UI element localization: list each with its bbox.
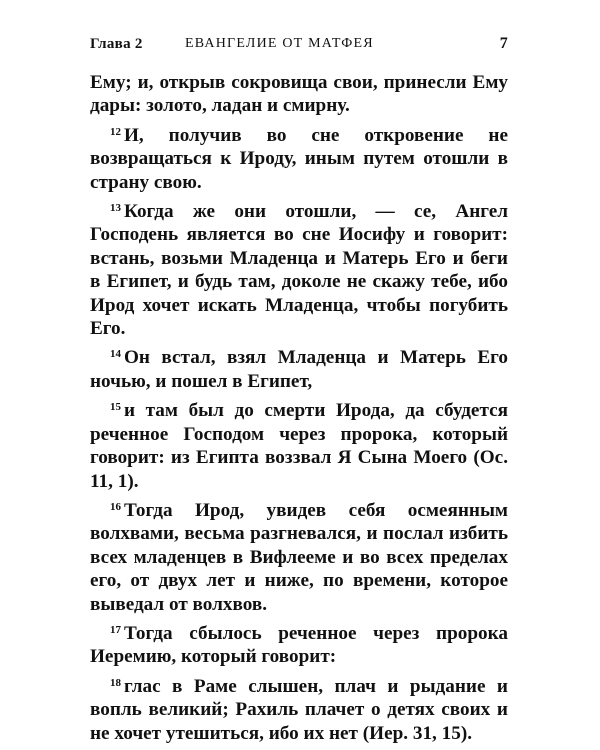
verse-12: [90, 121, 508, 194]
page-number: 7: [499, 35, 508, 52]
verse-number: 17: [110, 623, 121, 636]
verse-text: Тогда сбылось реченное через пророка Иеремию, который говорит:: [90, 622, 508, 668]
scripture-text: [90, 71, 508, 745]
running-header: [90, 36, 508, 58]
verse-text: глас в Раме слышен, плач и рыдание и вопль великий; Рахиль плачет о детях своих и не хочет утешиться, ибо их нет (Иер. 31, 15).: [90, 675, 508, 744]
book-page: [90, 36, 508, 748]
chapter-label: Глава 2: [90, 36, 143, 52]
verse-text: Когда же они отошли, — се, Ангел Господень является во сне Иосифу и говорит: встань, возьми Младенца и Матерь Его и беги в Египет, и будь там, доколе не скажу тебе, ибо Ирод хочет искать Младенца, чтобы погубить Его.: [90, 201, 508, 340]
verse-15: [90, 396, 508, 493]
verse-number: 14: [110, 348, 121, 361]
verse-number: 16: [110, 500, 121, 513]
verse-number: 12: [110, 125, 121, 138]
verse-14: [90, 343, 508, 393]
verse-number: 15: [110, 401, 121, 414]
verse-17: [90, 619, 508, 669]
verse-16: [90, 496, 508, 616]
verse-text: и там был до смерти Ирода, да сбудется реченное Господом через пророка, который говорит: из Египта воззвал Я Сына Моего (Ос. 11, 1).: [90, 400, 508, 492]
verse-13: [90, 197, 508, 340]
verse-text: Ему; и, открыв сокровища свои, принесли Ему дары: золото, ладан и смирну.: [90, 72, 508, 117]
verse-continuation: [90, 71, 508, 118]
verse-18: [90, 672, 508, 745]
verse-number: 18: [110, 676, 121, 689]
book-title: ЕВАНГЕЛИЕ ОТ МАТФЕЯ: [185, 36, 374, 51]
verse-text: Он встал, взял Младенца и Матерь Его ночью, и пошел в Египет,: [90, 347, 508, 392]
verse-text: Тогда Ирод, увидев себя осмеянным волхвами, весьма разгневался, и послал избить всех младенцев в Вифлееме и во всех пределах его, от двух лет и ниже, по времени, которое выведал от волхвов.: [90, 499, 508, 615]
verse-number: 13: [110, 202, 121, 215]
verse-text: И, получив во сне откровение не возвращаться к Ироду, иным путем отошли в страну свою.: [90, 124, 508, 193]
